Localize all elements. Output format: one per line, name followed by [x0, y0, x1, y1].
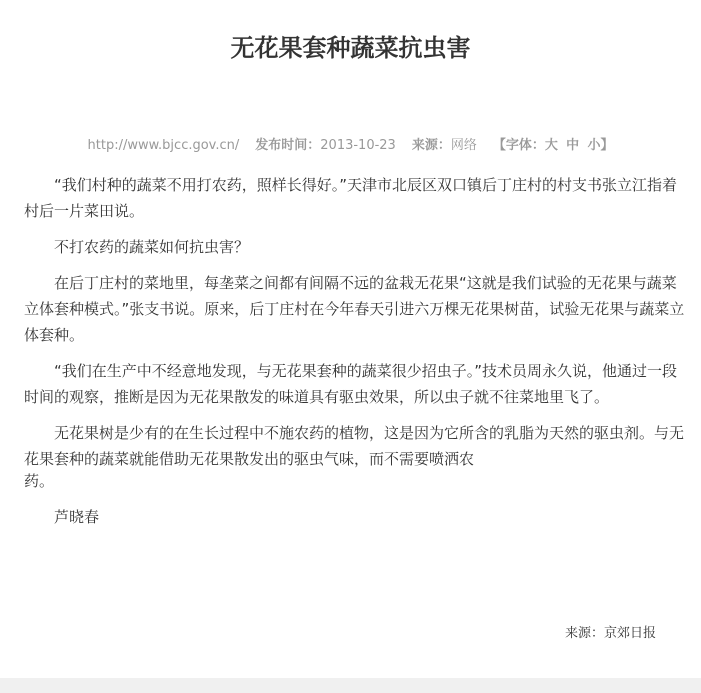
- paragraph-continuation: 药。: [24, 472, 55, 490]
- article-title: 无花果套种蔬菜抗虫害: [230, 34, 471, 62]
- font-size-medium-link[interactable]: 中: [566, 138, 580, 153]
- paragraph: 不打农药的蔬菜如何抗虫害？: [54, 238, 250, 256]
- font-size-bracket-close: 】: [600, 138, 614, 153]
- publish-date: 2013-10-23: [320, 138, 396, 153]
- article-meta: [0, 134, 701, 153]
- publish-time-label: 发布时间：: [255, 138, 321, 153]
- font-size-bracket-open: 【字体：: [492, 138, 545, 153]
- font-size-small-link[interactable]: 小: [587, 138, 601, 153]
- font-size-large-link[interactable]: 大: [544, 138, 558, 153]
- paragraph: 在后丁庄村的菜地里，每垄菜之间都有间隔不远的盆栽无花果“这就是我们试验的无花果与蔬菜立体套种模式。”张支书说。原来，后丁庄村在今年春天引进六万棵无花果树苗，试验无花果与蔬菜立体套种。: [24, 274, 685, 344]
- source-value: 网络: [450, 138, 477, 153]
- author-name: 芦晓春: [54, 508, 100, 526]
- paragraph: “我们村种的蔬菜不用打农药，照样长得好。”天津市北辰区双口镇后丁庄村的村支书张立江指着村后一片菜田说。: [24, 176, 678, 220]
- article-body: [24, 172, 688, 540]
- bottom-strip: [0, 678, 701, 693]
- paragraph: “我们在生产中不经意地发现，与无花果套种的蔬菜很少招虫子。”技术员周永久说，他通过一段时间的观察，推断是因为无花果散发的味道具有驱虫效果，所以虫子就不往菜地里飞了。: [24, 362, 678, 406]
- source-label: 来源：: [411, 138, 451, 153]
- footer-source: 来源：京郊日报: [565, 626, 657, 641]
- paragraph: 无花果树是少有的在生长过程中不施农药的植物，这是因为它所含的乳脂为天然的驱虫剂。与无花果套种的蔬菜就能借助无花果散发出的驱虫气味，而不需要喷洒农: [24, 424, 685, 468]
- source-url: http://www.bjcc.gov.cn/: [87, 138, 240, 153]
